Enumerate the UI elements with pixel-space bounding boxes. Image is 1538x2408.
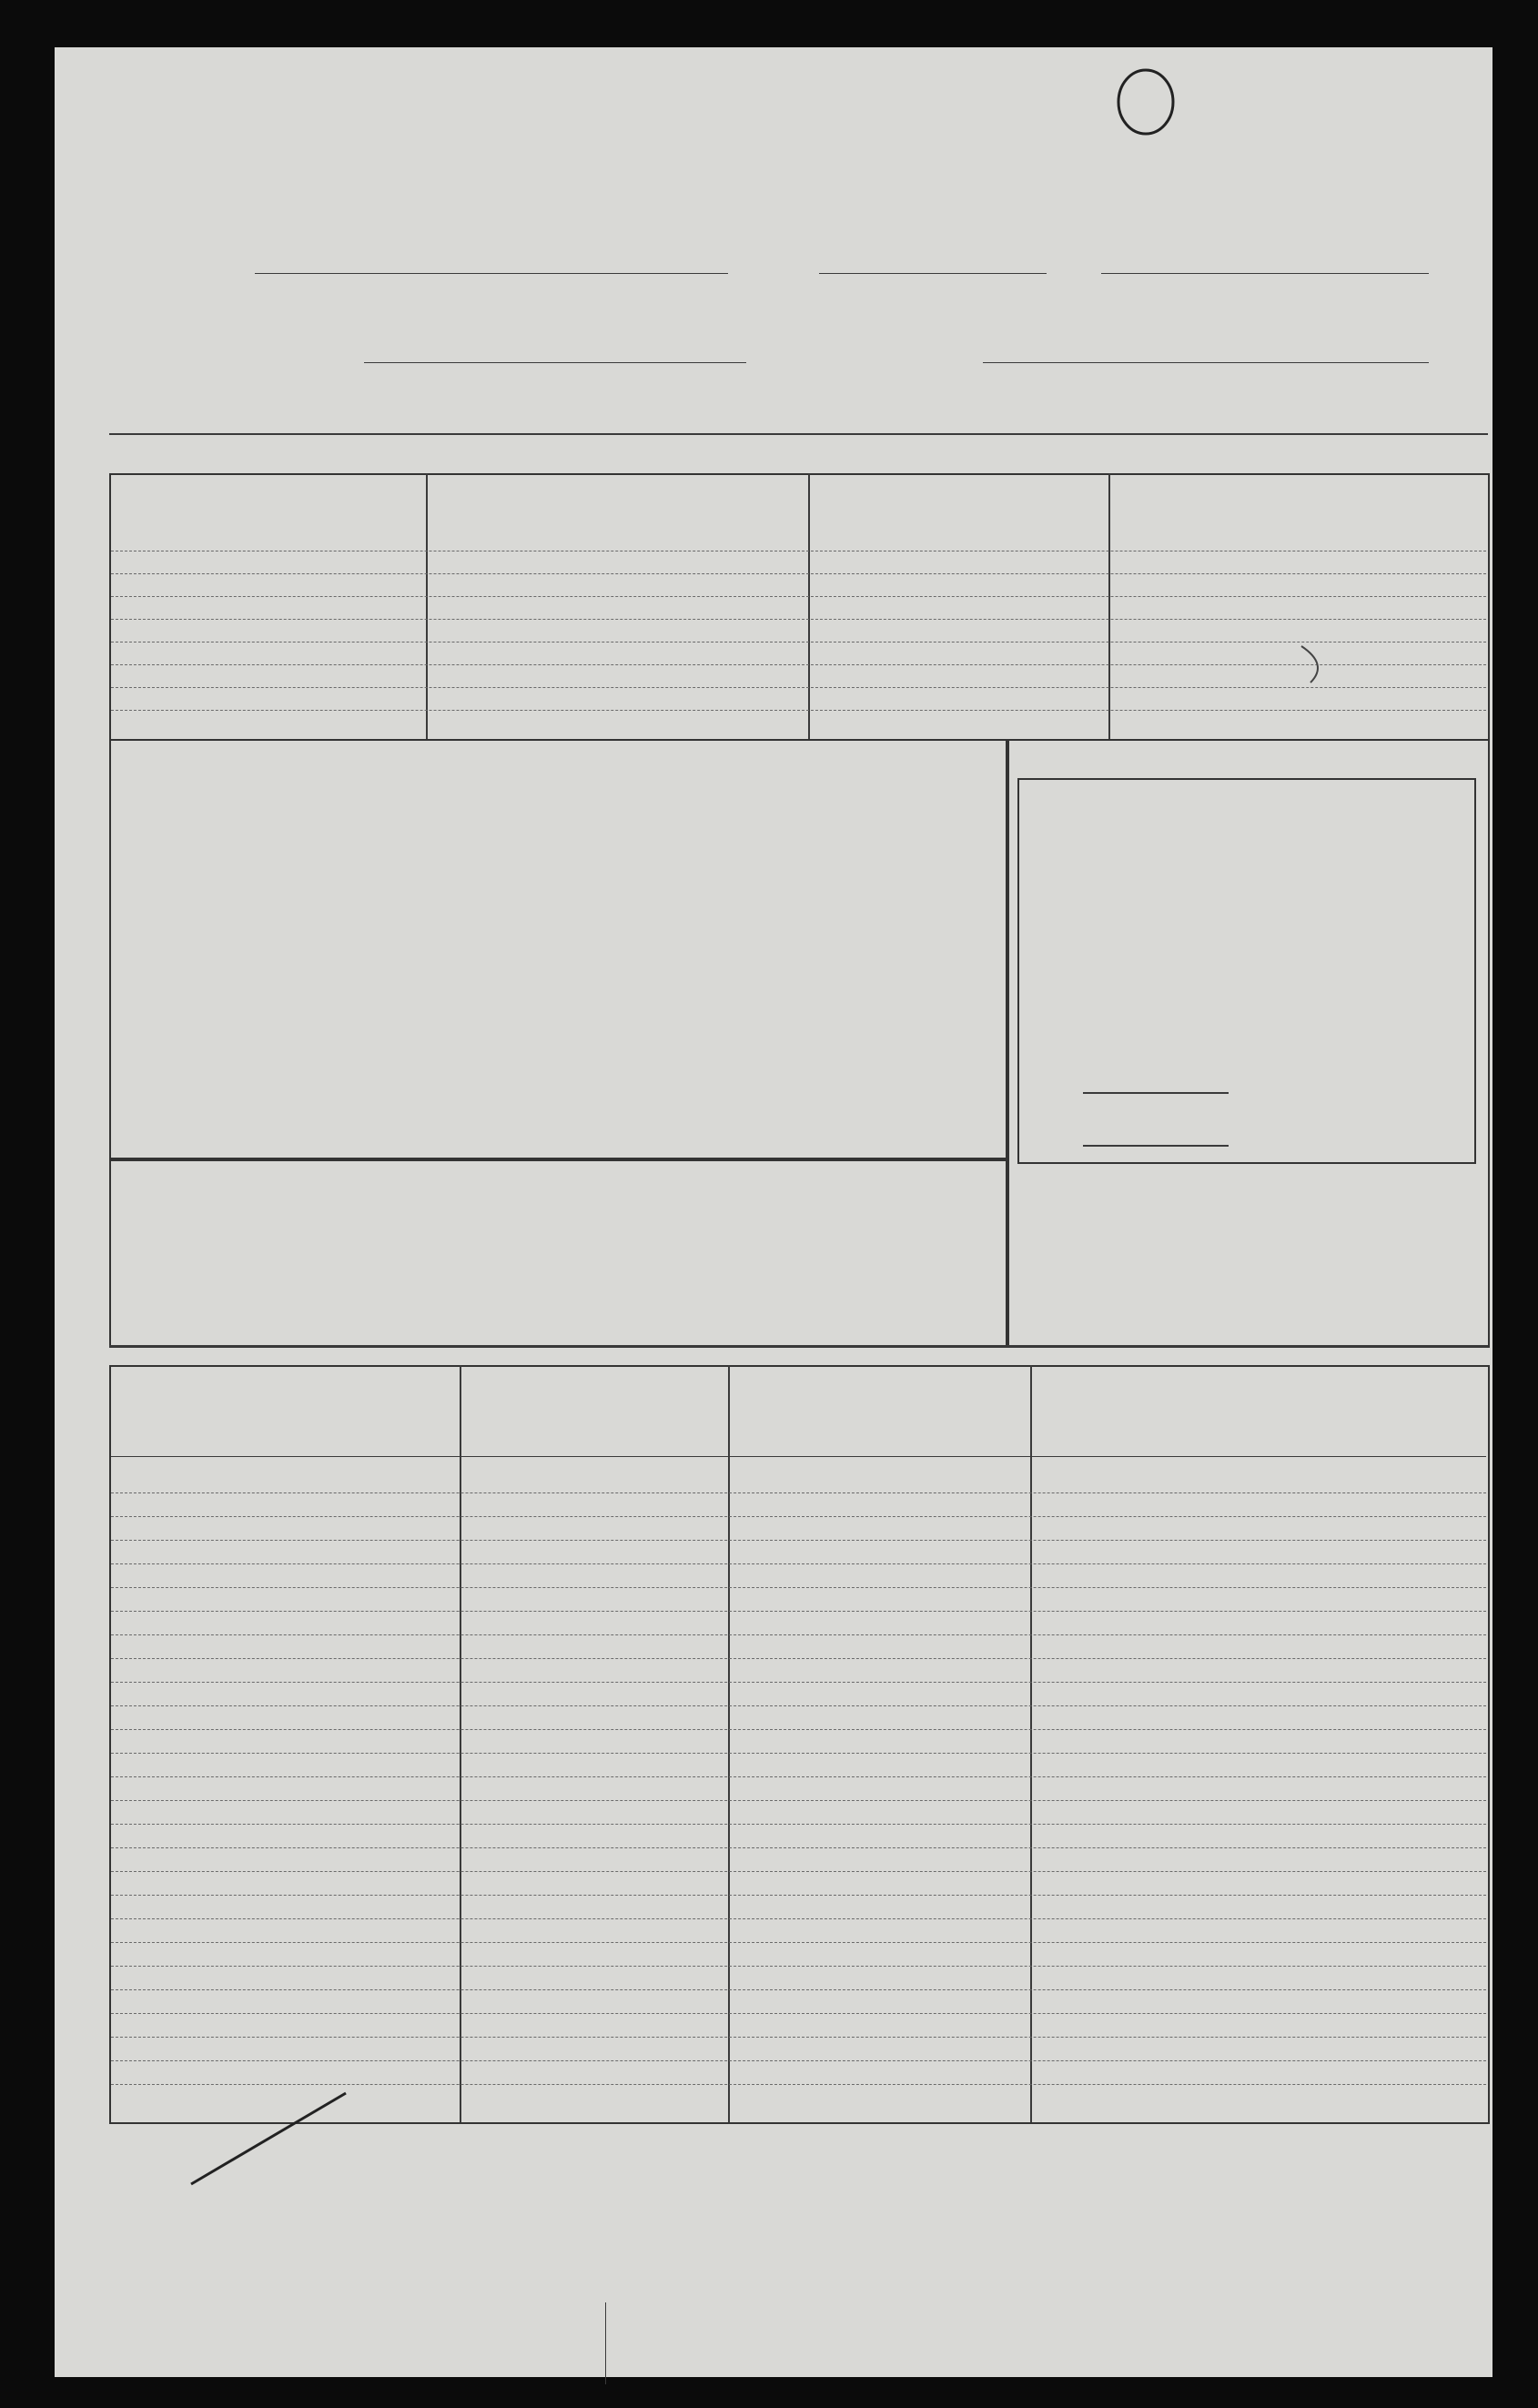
checkmark-stroke xyxy=(182,2084,364,2193)
pencil-mark xyxy=(1292,637,1347,692)
itinerary-table xyxy=(109,473,1490,741)
circled-number-mark xyxy=(1115,64,1179,137)
animals-section xyxy=(109,1158,1009,1348)
arrival-stamp-box xyxy=(1017,778,1476,1164)
health-section xyxy=(109,739,1009,1161)
crew-table xyxy=(109,1365,1490,2124)
